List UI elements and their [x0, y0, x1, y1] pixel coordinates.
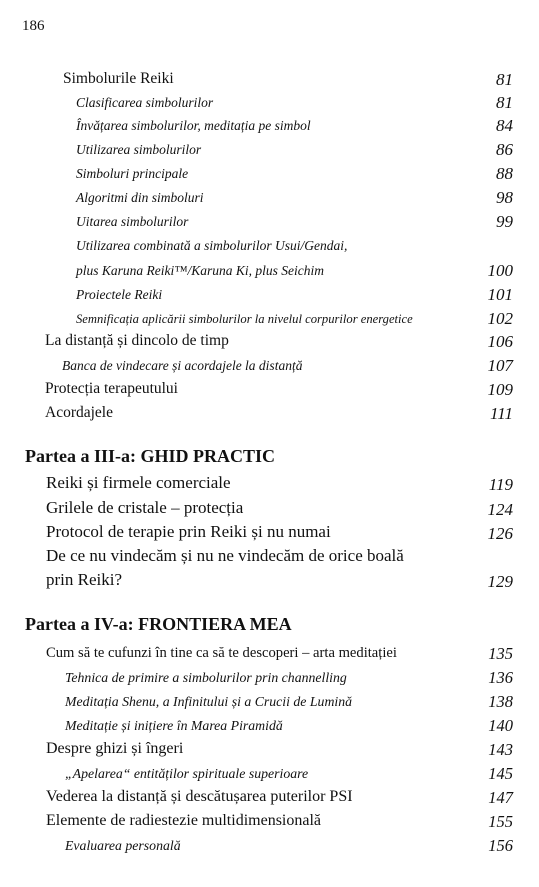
toc-entry-title: Uitarea simbolurilor: [76, 214, 189, 229]
part-heading: Partea a IV-a: FRONTIERA MEA: [25, 614, 292, 634]
toc-entry: [0, 208, 539, 232]
toc-entry-page: 100: [487, 261, 513, 280]
toc-entry: [0, 376, 539, 400]
toc-entry-title: Semnificația aplicării simbolurilor la nivelul corpurilor energetice: [76, 312, 413, 326]
toc-entry: [0, 257, 539, 281]
toc-entry-title: Utilizarea combinată a simbolurilor Usui/Gendai,: [76, 238, 348, 253]
toc-entry-title: Meditație și inițiere în Marea Piramidă: [65, 718, 283, 733]
toc-entry-title: Acordajele: [45, 404, 113, 421]
toc-entry-title: De ce nu vindecăm și nu ne vindecăm de orice boală: [46, 546, 404, 565]
toc-entry-page: 143: [488, 740, 513, 759]
toc-entry-title: Cum să te cufunzi în tine ca să te descoperi – arta meditației: [46, 645, 397, 661]
toc-entry-title: „Apelarea“ entităților spirituale superioare: [65, 766, 309, 781]
toc-entry-page: 138: [488, 692, 513, 711]
toc-entry-title: Banca de vindecare și acordajele la distanță: [62, 358, 303, 373]
toc-entry: [0, 496, 539, 520]
toc-entry-page: 135: [488, 644, 513, 663]
toc-entry: [0, 232, 539, 256]
toc-entry-title: Utilizarea simbolurilor: [76, 142, 202, 157]
toc-entry-page: 140: [488, 716, 513, 735]
toc-entry-title: Simboluri principale: [76, 166, 189, 181]
toc-entry: [0, 832, 539, 856]
toc-entry: [0, 640, 539, 664]
toc-entry-page: 101: [487, 285, 513, 304]
toc-entry-title: Elemente de radiestezie multidimensională: [46, 812, 322, 829]
toc-entry-page: 147: [488, 788, 513, 807]
toc-entry-page: 124: [487, 500, 513, 519]
toc-entry: [0, 808, 539, 832]
toc-entry-page: 156: [488, 836, 513, 855]
toc-entry: [0, 66, 539, 90]
toc-entry: [0, 305, 539, 329]
toc-entry-page: 126: [487, 524, 513, 543]
toc-entry-title: Proiectele Reiki: [76, 287, 163, 302]
toc-entry-page: 98: [496, 188, 513, 207]
toc-entry-page: 119: [488, 475, 513, 494]
page-number: 186: [22, 18, 45, 34]
toc-entry: [0, 352, 539, 376]
toc-entry-page: 111: [490, 404, 513, 423]
toc-entry-title: Despre ghizi și îngeri: [46, 740, 184, 757]
toc-entry-title: Învățarea simbolurilor, meditația pe simbol: [76, 118, 311, 133]
toc-entry: [0, 712, 539, 736]
toc-entry-title: Evaluarea personală: [65, 838, 181, 853]
toc-entry-page: 102: [487, 309, 513, 328]
toc-entry-title: Protocol de terapie prin Reiki și nu numai: [46, 522, 331, 541]
toc-entry-title: Algoritmi din simboluri: [76, 190, 204, 205]
toc-entry: [0, 688, 539, 712]
part-heading: Partea a III-a: GHID PRACTIC: [25, 446, 275, 466]
toc-entry-title: Clasificarea simbolurilor: [76, 95, 214, 110]
toc-entry-title: La distanță și dincolo de timp: [45, 332, 229, 349]
toc-entry: [0, 281, 539, 305]
toc-entry-page: 109: [487, 380, 513, 399]
toc-entry-page: 86: [496, 140, 513, 159]
toc-entry-page: 129: [487, 572, 513, 591]
toc-entry: [0, 400, 539, 424]
toc-entry-title: plus Karuna Reiki™/Karuna Ki, plus Seichim: [76, 263, 324, 278]
toc-entry-page: 88: [496, 164, 513, 183]
toc-entry: [0, 520, 539, 544]
toc-entry: [0, 160, 539, 184]
toc-entry: [0, 784, 539, 808]
toc-entry-page: 81: [496, 93, 513, 112]
toc-entry-page: 81: [496, 70, 513, 89]
toc-entry-page: 136: [488, 668, 513, 687]
toc-entry: [0, 136, 539, 160]
toc-entry: [0, 544, 539, 568]
toc-entry: [0, 760, 539, 784]
toc-entry-title: Grilele de cristale – protecția: [46, 498, 244, 517]
toc-entry: [0, 664, 539, 688]
toc-entry-title: Protecția terapeutului: [45, 380, 178, 397]
toc-entry: [0, 736, 539, 760]
toc-entry-page: 106: [487, 332, 513, 351]
toc-entry: [0, 89, 539, 113]
toc-entry-page: 145: [488, 764, 513, 783]
toc-entry-title: Meditația Shenu, a Infinitului și a Crucii de Lumină: [65, 694, 353, 709]
toc-entry: [0, 568, 539, 592]
toc-entry-title: Reiki și firmele comerciale: [46, 473, 231, 492]
toc-entry-page: 107: [487, 356, 513, 375]
toc-entry-page: 155: [488, 812, 513, 831]
toc-entry-title: Tehnica de primire a simbolurilor prin channelling: [65, 670, 347, 685]
toc-entry-page: 84: [496, 116, 513, 135]
toc-entry-page: 99: [496, 212, 513, 231]
toc-entry-title: prin Reiki?: [46, 570, 123, 589]
toc-entry-title: Simbolurile Reiki: [63, 70, 174, 87]
toc-entry: [0, 112, 539, 136]
toc-entry: [0, 328, 539, 352]
toc-entry-title: Vederea la distanță și descătușarea puterilor PSI: [46, 788, 353, 805]
toc-entry: [0, 471, 539, 495]
toc-entry: [0, 184, 539, 208]
